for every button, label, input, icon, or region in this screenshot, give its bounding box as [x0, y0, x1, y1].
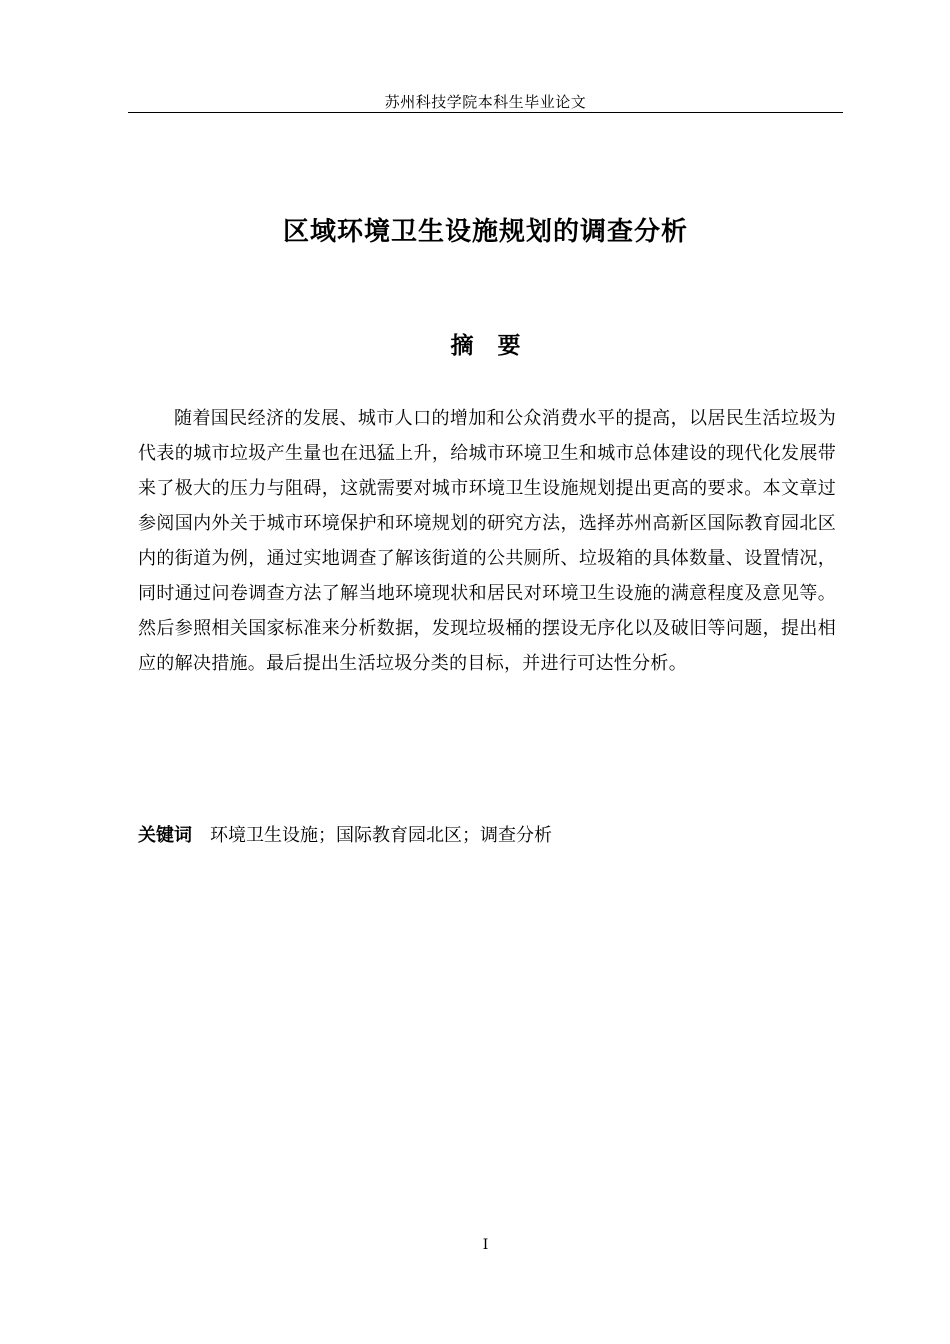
abstract-heading: [128, 330, 843, 362]
running-header: 苏州科技学院本科生毕业论文: [384, 93, 587, 111]
header-rule: [128, 112, 843, 113]
abstract-body: 随着国民经济的发展、城市人口的增加和公众消费水平的提高，以居民生活垃圾为代表的城市垃圾产生量也在迅猛上升，给城市环境卫生和城市总体建设的现代化发展带来了极大的压力与阻碍，这就需要对城市环境卫生设施规划提出更高的要求。本文章过参阅国内外关于城市环境保护和环境规划的研究方法，选择苏州高新区国际教育园北区内的街道为例，通过实地调查了解该街道的公共厕所、垃圾箱的具体数量、设置情况，同时通过问卷调查方法了解当地环境现状和居民对环境卫生设施的满意程度及意见等。然后参照相关国家标准来分析数据，发现垃圾桶的摆设无序化以及破旧等问题，提出相应的解决措施。最后提出生活垃圾分类的目标，并进行可达性分析。: [138, 408, 836, 674]
keywords-text: 环境卫生设施；国际教育园北区；调查分析: [210, 825, 552, 846]
keywords-label: 关键词: [138, 825, 192, 846]
keywords-line: [138, 822, 836, 850]
abstract-heading-char-1: 摘: [450, 333, 474, 359]
paper-title: 区域环境卫生设施规划的调查分析: [282, 217, 688, 247]
abstract-heading-char-2: 要: [497, 333, 521, 359]
page-number: I: [482, 1237, 489, 1253]
